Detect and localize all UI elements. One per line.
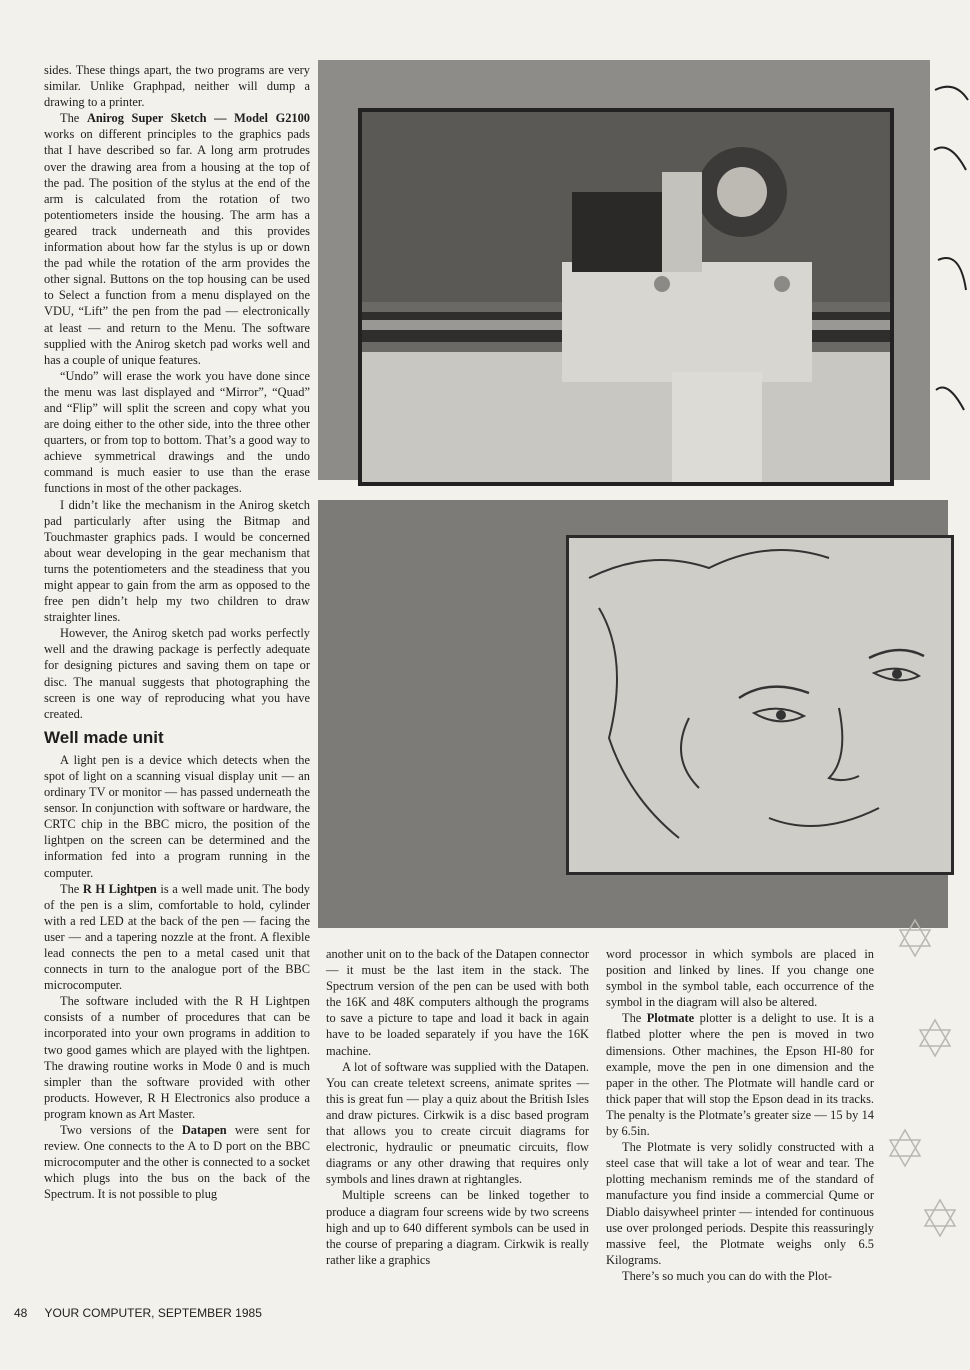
side-sketch-artwork [930, 60, 970, 480]
page-number: 48 [14, 1306, 28, 1320]
paragraph: “Undo” will erase the work you have done since the menu was last displayed and “Mirror”, “Quad” and “Flip” will split the screen and copy what you are doing either to the other side, into the three other quarters, or from top to bottom. That’s a good way to achieve symmetrical drawings and the undo command is much easier to use than the erase functions in most of the other packages. [44, 368, 310, 496]
paragraph: The R H Lightpen is a well made unit. The body of the pen is a slim, comfortable to hold, cylinder with a red LED at the back of the pen — facing the user — and a tapering nozzle at the front. A flexible lead connects the pen to a metal cased unit that connects in turn to the analogue port of the BBC microcomputer. [44, 881, 310, 993]
article-column-1 [44, 62, 310, 1202]
plotter-mechanism-photo [318, 60, 938, 480]
magazine-name: YOUR COMPUTER, SEPTEMBER 1985 [44, 1306, 262, 1320]
plotter-illustration [362, 112, 890, 482]
paragraph: There’s so much you can do with the Plot- [622, 1268, 832, 1283]
face-sketch [569, 538, 951, 872]
paragraph: The software included with the R H Lightpen consists of a number of procedures that can be incorporated into your own programs in addition to two good games which are played with the lightpen. The drawing routine works in Mode 0 and is much simpler than the software provided with other products. However, R H Electronics also produce a program known as Art Master. [44, 994, 310, 1121]
paragraph: I didn’t like the mechanism in the Anirog sketch pad particularly after using the Bitmap and Touchmaster graphics pads. I would be concerned about wear developing in the gear mechanism that turns the potentiometers and the steadiness that you might appear to gain from the arm as opposed to the free pen didn’t help my two children to draw straighter lines. [44, 497, 310, 625]
paragraph: A lot of software was supplied with the Datapen. You can create teletext screens, animate sprites — this is great fun — play a quiz about the British Isles and draw pictures. Cirkwik is a disc based program that allows you to create circuit diagrams for electronic, hydraulic or pneumatic circuits, flow diagrams or any other drawing that requires only symbols and lines drawn at rightangles. [326, 1059, 589, 1187]
paragraph: Two versions of the Datapen were sent for review. One connects to the A to D port on the BBC microcomputer and the other is connected to a socket which plugs into the bus on the back of the Spectrum. It is not possible to plug [44, 1123, 310, 1202]
section-heading: Well made unit [44, 727, 164, 747]
photo-content [358, 108, 894, 486]
product-name: Plotmate [646, 1011, 695, 1026]
article-column-3 [606, 946, 874, 1284]
paragraph: The Plotmate plotter is a delight to use. It is a flatbed plotter where the pen is moved in two dimensions. Other machines, the Epson HI-80 for example, move the pen in one dimension and the paper in the other. The Plotmate will handle card or thick paper that will stop the Epson dead in its tracks. The penalty is the Plotmate’s greater size — 15 by 14 by 6.5in. [606, 1011, 874, 1139]
paragraph: word processor in which symbols are placed in position and linked by lines. If you change one symbol in the symbol table, each occurrence of the symbol in the diagram will also be altered. [606, 947, 874, 1010]
paragraph: sides. These things apart, the two programs are very similar. Unlike Graphpad, neither will dump a drawing to a printer. [44, 63, 310, 110]
product-name: Datapen [181, 1123, 227, 1137]
paragraph: A light pen is a device which detects when the spot of light on a scanning visual display unit — an ordinary TV or monitor — has passed underneath the sensor. In conjunction with software or hardware, the CRTC chip in the BBC micro, the position of the lightpen on the screen can be determined and the information fed into a program running in the computer. [44, 752, 310, 880]
product-name: R H Lightpen [82, 881, 157, 896]
star-pattern-artwork [860, 900, 970, 1260]
screen-drawing [566, 535, 954, 875]
page-footer [14, 1306, 276, 1320]
product-name: Anirog Super Sketch — Model G2100 [86, 111, 310, 126]
paragraph: Multiple screens can be linked together to produce a diagram four screens wide by two screens high and up to 640 different symbols can be used in the course of preparing a diagram. Cirkwik is really rather like a graphics [326, 1188, 589, 1267]
paragraph: However, the Anirog sketch pad works perfectly well and the drawing package is perfectly adequate for designing pictures and saving them on tape or disc. The manual suggests that photographing the screen is one way of reproducing what you have created. [44, 626, 310, 721]
lightpen-drawing-photo [318, 500, 948, 928]
article-column-2 [326, 946, 589, 1268]
paragraph: another unit on to the back of the Datapen connector — it must be the last item in the stack. The Spectrum version of the pen can be used with both the 16K and 48K computers although the programs to save a picture to tape and load it back in again have to be loaded separately if you have the 16K machine. [326, 947, 589, 1058]
paragraph: The Anirog Super Sketch — Model G2100 works on different principles to the graphics pads that I have described so far. A long arm protrudes over the drawing area from a housing at the top of the pad. The position of the stylus at the end of the arm is calculated from the rotation of two potentiometers inside the housing. The arm has a geared track underneath and this provides information about how far the stylus is up or down the pad while the rotation of the arm provides the other signal. Buttons on the top housing can be used to Select a function from a menu displayed on the VDU, “Lift” the pen from the pad — electronically at least — and return to the Menu. The software supplied with the Anirog sketch pad works well and has a couple of unique features. [44, 111, 310, 367]
paragraph: The Plotmate is very solidly constructed with a steel case that will take a lot of wear and tear. The plotting mechanism reminds me of the standard of manufacture you find inside a commercial Qume or Diablo daisywheel printer — intended for continuous use over prolonged periods. Despite this reassuringly massive feel, the Plotmate weighs only 6.5 Kilograms. [606, 1140, 874, 1267]
